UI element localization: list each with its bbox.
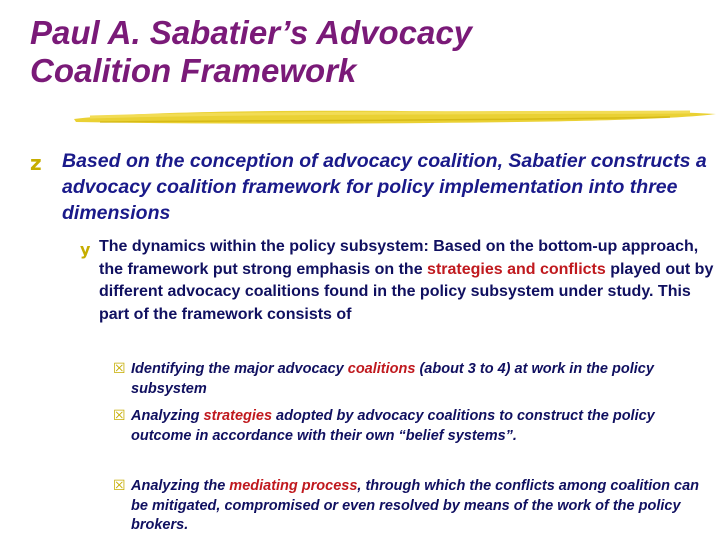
sub-point-text	[99, 236, 714, 326]
slide-title	[30, 14, 690, 90]
level1-bullet-icon: z	[30, 151, 42, 175]
title-line-2: Coalition Framework	[30, 52, 357, 89]
item-3-before: Analyzing the	[131, 478, 230, 494]
item-2-after: adopted by advocacy coalitions to construct the policy outcome in accordance with their own “belief systems”.	[131, 408, 655, 444]
item-2-highlight: strategies	[203, 408, 273, 424]
level3-bullet-icon: ☒	[113, 408, 126, 424]
item-2-before: Analyzing	[131, 408, 204, 424]
brush-stroke-divider	[70, 102, 720, 132]
item-3-after: , through which the conflicts among coalition can be mitigated, compromised or even resolved by means of the work of the policy brokers.	[131, 478, 699, 533]
item-2-text	[131, 407, 716, 446]
item-1-highlight: coalitions	[347, 361, 416, 377]
item-3-text	[131, 477, 716, 536]
item-1-after: (about 3 to 4) at work in the policy subsystem	[131, 361, 654, 397]
item-1-text	[131, 360, 716, 399]
sub-point-after: played out by different advocacy coalitions found in the policy subsystem under study. This part of the framework consists of	[99, 260, 714, 323]
level3-bullet-icon: ☒	[113, 478, 126, 494]
main-point-text: Based on the conception of advocacy coalition, Sabatier constructs a advocacy coalition framework for policy implementation into three dimensions	[62, 150, 707, 224]
item-3-highlight: mediating process	[229, 478, 358, 494]
item-1-before: Identifying the major advocacy	[131, 361, 348, 377]
title-line-1: Paul A. Sabatier’s Advocacy	[30, 14, 473, 51]
sub-point-highlight: strategies and conflicts	[427, 260, 606, 278]
level3-bullet-icon: ☒	[113, 361, 126, 377]
level2-bullet-icon: y	[80, 240, 91, 259]
sub-point-before: The dynamics within the policy subsystem: Based on the bottom-up approach, the framework put strong emphasis on the	[99, 238, 699, 278]
